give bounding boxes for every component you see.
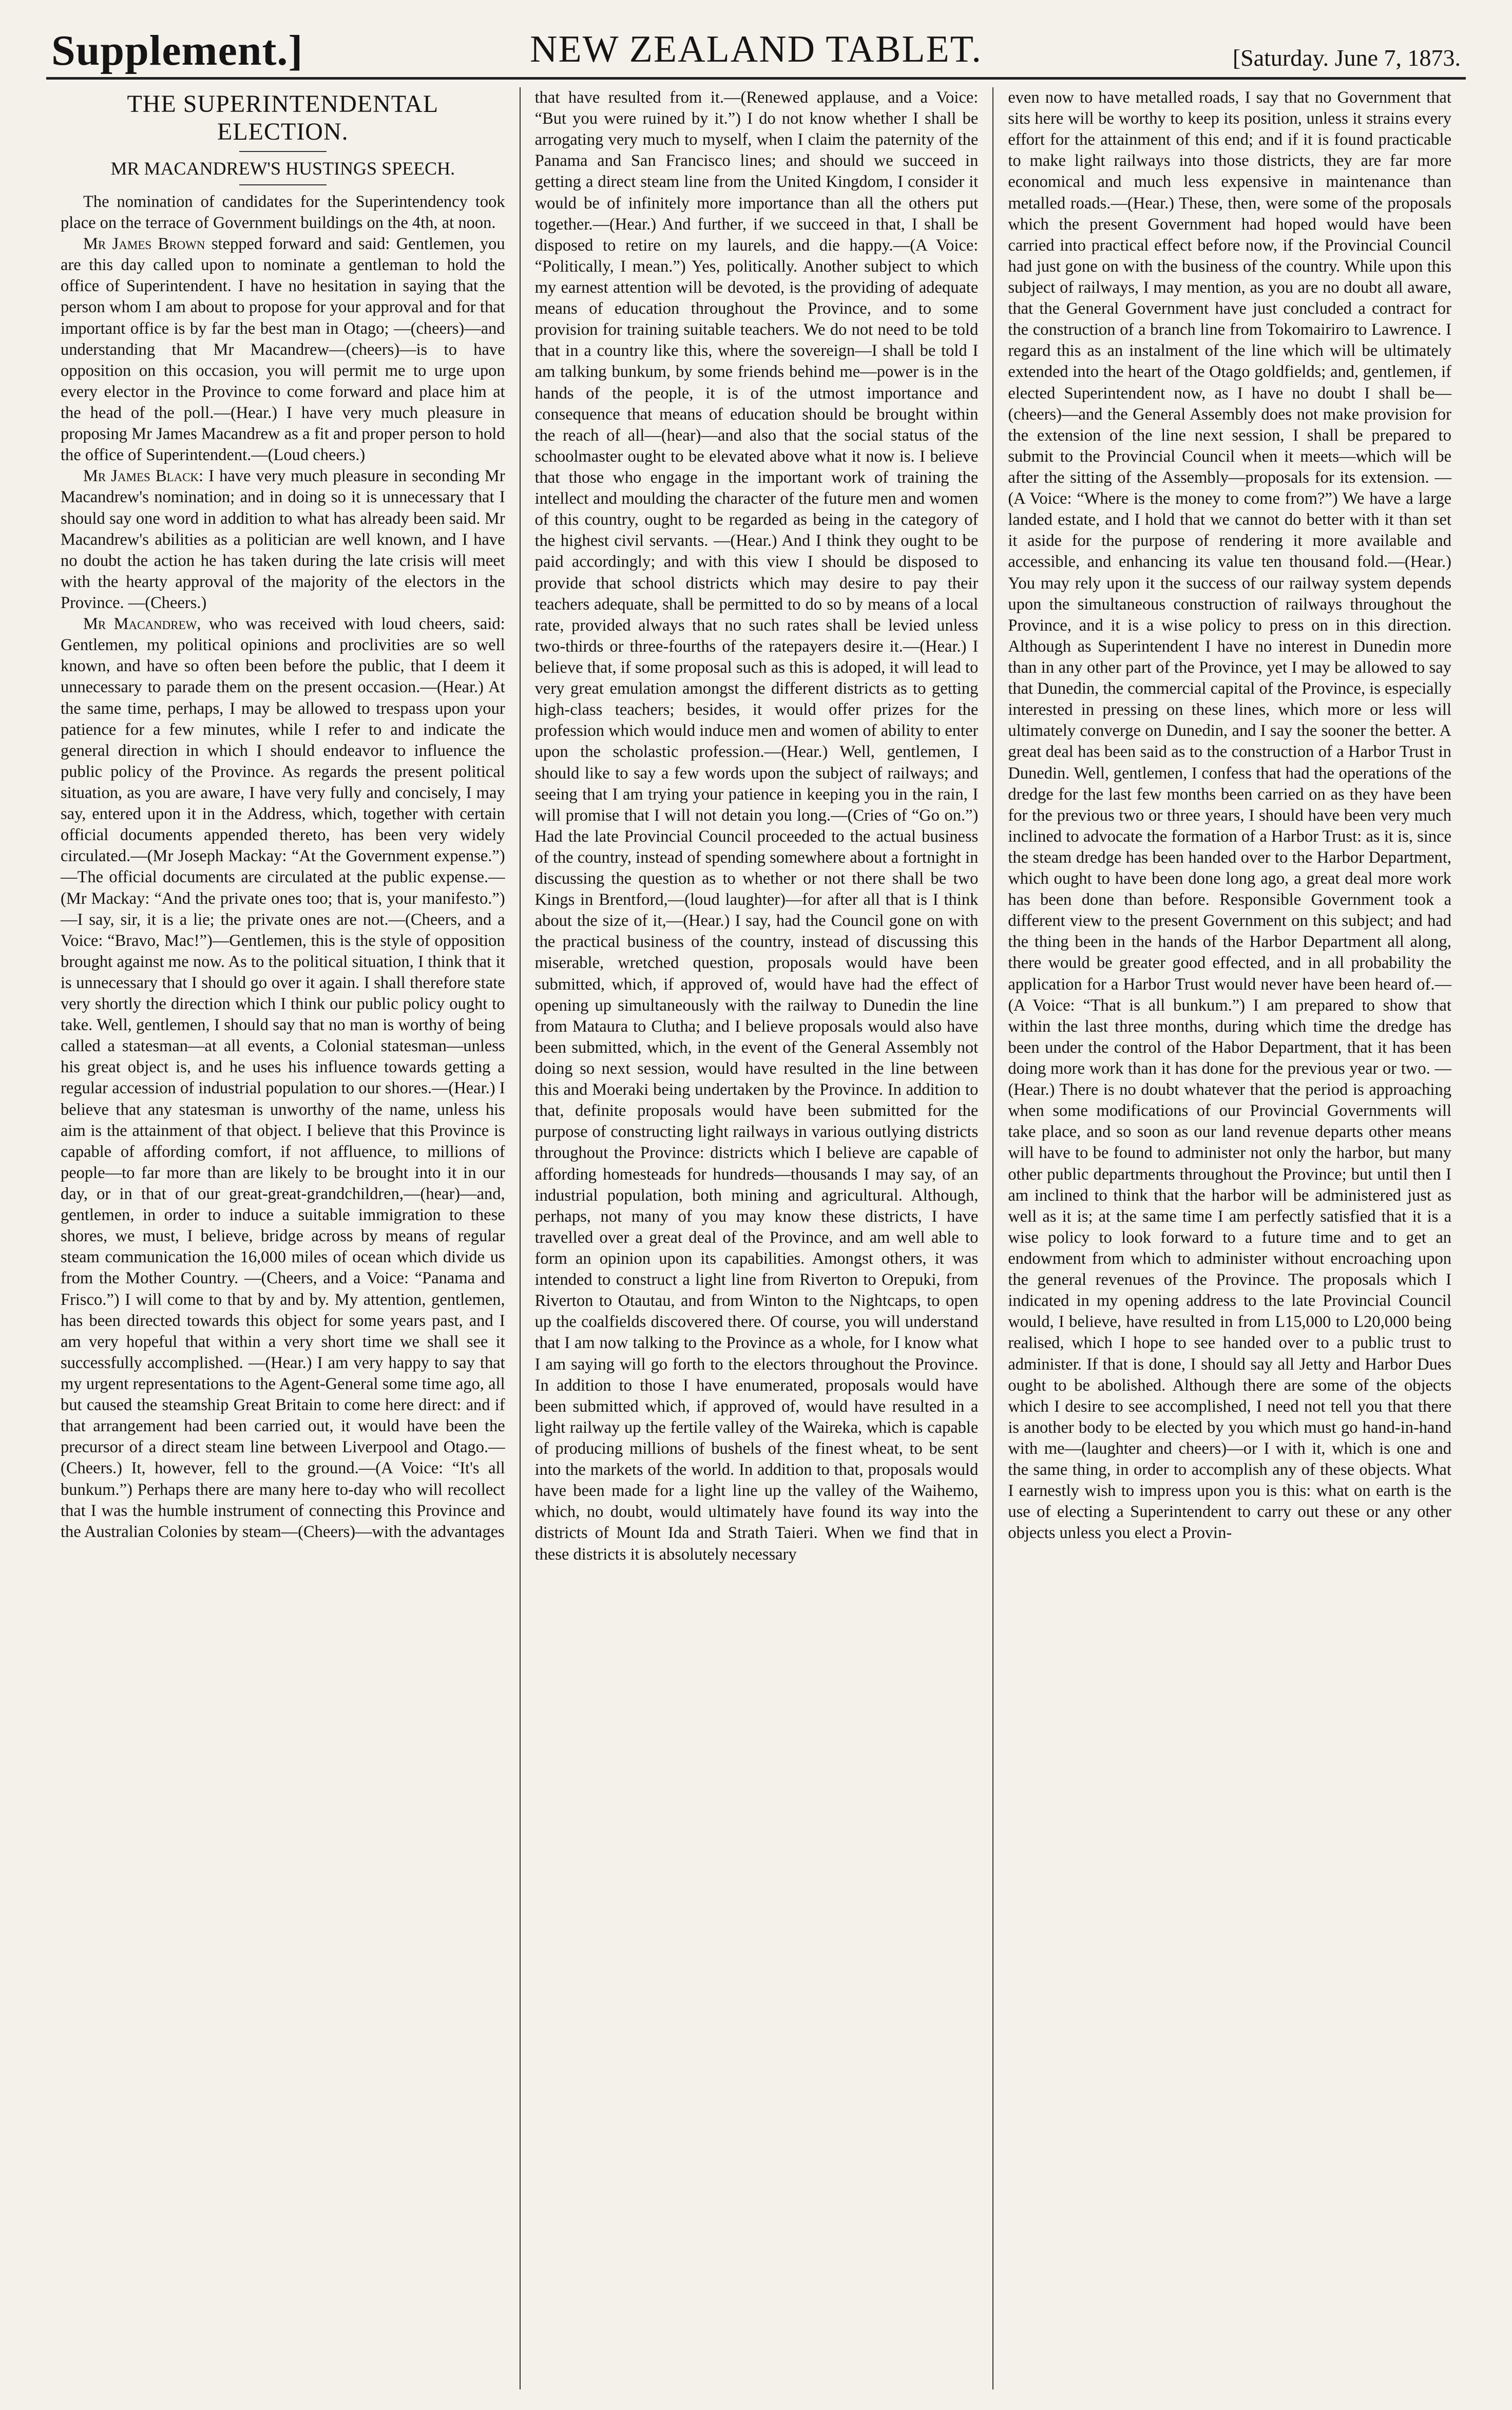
article-paragraph — [61, 192, 505, 234]
article-headline: THE SUPERINTENDENTAL ELECTION. — [127, 90, 439, 145]
article-columns — [46, 87, 1466, 2389]
paragraph-text: who was received with loud cheers, said: Gentlemen, my political opinions and proclivities are so well known, and have so often been before the public, that I deem it unnecessary to parade them on the present occasion.—(Hear.) At the same time, perhaps, I may be allowed to trespass upon your patience for a few minutes, while I refer to and indicate the general direction in which I should endeavor to influence the public policy of the Province. As regards the present political situation, as you are aware, I have very fully and concisely, I may say, entered upon it in the Address, which, together with certain official documents appended thereto, has been very widely circulated.—(Mr Joseph Mackay: “At the Government expense.”) —The official documents are circulated at the public expense.—(Mr Mackay: “And the private ones too; that is, your manifesto.”)—I say, sir, it is a lie; the private ones are not.—(Cheers, and a Voice: “Bravo, Mac!”)—Gentlemen, this is the style of opposition brought against me now. As to the political situation, I think that it is unnecessary that I should go over it again. I shall therefore state very shortly the direction which I think our public policy ought to take. Well, gentlemen, I should say that no man is worthy of being called a statesman—at all events, a Colonial statesman—unless his great object is, and he uses his influence towards getting a regular accession of industrial population to our shores.—(Hear.) I believe that any statesman is unworthy of the name, unless his aim is the attainment of that object. I believe that this Province is capable of affording comfort, if not affluence, to millions of people—to far more than are likely to be brought into it in our day, or in that of our great-great-grandchildren,—(hear)—and, gentlemen, in order to induce a suitable immigration to these shores, we must, I believe, bridge across by means of regular steam communication the 16,000 miles of ocean which divide us from the Mother Country. —(Cheers, and a Voice: “Panama and Frisco.”) I will come to that by and by. My attention, gentlemen, has been directed towards this object for some years past, and I am very hopeful that within a very short time we shall see it successfully accomplished. —(Hear.) I am very happy to say that my urgent representations to the Agent-General some time ago, all but caused the steamship Great Britain to come here direct: and if that arrangement had been carried out, it would have been the precursor of a direct steam line between Liverpool and Otago.—(Cheers.) It, however, fell to the ground.—(A Voice: “It's all bunkum.”) Perhaps there are many here to-day who will recollect that I was the humble instrument of connecting this Province and the Australian Colonies by steam—(Cheers)—with the advantages — [61, 615, 505, 1541]
column-2 — [520, 87, 993, 2389]
article-subheadline: MR MACANDREW'S HUSTINGS SPEECH. — [110, 158, 455, 179]
paragraph-text: even now to have metalled roads, I say that no Government that sits here will be worthy to keep its position, unless it strains every effort for the attainment of this end; and if it is found practicable to make light railways into those districts, they are far more economical and much less expensive in maintenance than metalled roads.—(Hear.) These, then, were some of the proposals which the present Government had hoped would have been carried into practical effect before now, if the Provincial Council had just gone on with the business of the country. While upon this subject of railways, I may mention, as you are no doubt all aware, that the General Government have just concluded a contract for the construction of a branch line from Tokomairiro to Lawrence. I regard this as an instalment of the line which will be ultimately extended into the heart of the Otago goldfields; and, gentlemen, if elected Superintendent now, as I have no doubt I shall be—(cheers)—and the General Assembly does not make provision for the extension of the line next session, I shall be prepared to submit to the Provincial Council when it meets—which will be after the sitting of the Assembly—proposals for its extension. — (A Voice: “Where is the money to come from?”) We have a large landed estate, and I hold that we cannot do better with it than set it aside for the purpose of rendering it more available and accessible, and enhancing its value ten thousand fold.—(Hear.) You may rely upon it the success of our railway system depends upon the simultaneous construction of railways throughout the Province, and it is a wise policy to press on in this direction. Although as Superintendent I have no interest in Dunedin more than in any other part of the Province, yet I may be allowed to say that Dunedin, the commercial capital of the Province, is especially interested in pressing on these lines, which more or less will ultimately converge on Dunedin, and I say the sooner the better. A great deal has been said as to the construction of a Harbor Trust in Dunedin. Well, gentlemen, I confess that had the operations of the dredge for the last few months been carried on as they have been for the previous two or three years, I should have been very much inclined to advocate the formation of a Harbor Trust: as it is, since the steam dredge has been handed over to the Harbor Department, which ought to have been done long ago, a great deal more work has been done than before. Responsible Government took a different view to the present Government on this subject; and had the thing been in the hands of the Harbor Department all along, there would be greater good effected, and in all probability the application for a Harbor Trust would never have been heard of.—(A Voice: “That is all bunkum.”) I am prepared to show that within the last three months, during which time the dredge has been under the control of the Habor Department, that it has been doing more work than it has done for the previous year or two. —(Hear.) There is no doubt whatever that the period is approaching when some modifications of our Provincial Governments will take place, and so soon as our land revenue departs other means will have to be found to administer not only the harbor, but many other public departments throughout the Province; but until then I am inclined to think that the harbor will be administered just as well as it is; at the same time I am perfectly satisfied that it is a wise policy to look forward to a future time and to get an endowment from which to administer without encroaching upon the general revenues of the Province. The proposals which I indicated in my opening address to the late Provincial Council would, I believe, have resulted in from L15,000 to L20,000 being realised, which I hope to see handed over to a public trust to administer. If that is done, I should say all Jetty and Harbor Dues ought to be abolished. Although there are some of the objects which I desire to see accomplished, I need not tell you that there is another body to be elected by you which must go hand-in-hand with me—(laughter and cheers)—or I with it, which is one and the same thing, in order to accomplish any of these objects. What I earnestly wish to impress upon you is this: what on earth is the use of electing a Superintendent to carry out these or any other objects unless you elect a Provin- — [1008, 88, 1451, 1543]
column-1 — [46, 87, 520, 2389]
paragraph-text: that have resulted from it.—(Renewed applause, and a Voice: “But you were ruined by it.”) I do not know whether I shall be arrogating very much to myself, when I claim the paternity of the Panama and San Francisco lines; and should we succeed in getting a direct steam line from the United Kingdom, I consider it would be of infinitely more importance than all the others put together.—(Hear.) And further, if we succeed in that, I shall be disposed to retire on my laurels, and die happy.—(A Voice: “Politically, I mean.”) Yes, politically. Another subject to which my earnest attention will be devoted, is the providing of adequate means of education throughout the Province, and to some provision for training suitable teachers. We do not need to be told that in a country like this, where the sovereign—I shall be told I am talking bunkum, by some friends behind me—power is in the hands of the people, it is of the utmost importance and consequence that means of education should be brought within the reach of all—(hear)—and also that the social status of the schoolmaster ought to be elevated above what it now is. I believe that those who engage in the important work of training the intellect and moulding the character of the future men and women of this country, ought to be regarded as being in the category of the highest civil servants. —(Hear.) And I think they ought to be paid accordingly; and with this view I should be disposed to provide that school districts which may desire to pay their teachers adequate, shall be permitted to do so by means of a local rate, provided always that no such rates shall be levied unless two-thirds or three-fourths of the ratepayers desire it.—(Hear.) I believe that, if some proposal such as this is adoped, it will lead to very great emulation amongst the different districts as to getting high-class teachers; besides, it would offer prizes for the profession which would induce men and women of ability to enter upon the scholastic profession.—(Hear.) Well, gentlemen, I should like to say a few words upon the subject of railways; and seeing that I am trying your patience in keeping you in the rain, I will promise that I will not detain you long.—(Cries of “Go on.”) Had the late Provincial Council proceeded to the actual business of the country, instead of spending somewhere about a fortnight in discussing the question as to whether or not there shall be two Kings in Brentford,—(loud laughter)—for after all that is I think about the size of it,—(Hear.) I say, had the Council gone on with the practical business of the country, instead of discussing this miserable, wretched question, proposals would have been submitted, which, if approved of, would have had the effect of opening up simultaneously with the railway to Dunedin the line from Mataura to Clutha; and I believe proposals would also have been submitted, which, in the event of the General Assembly not doing so next session, would have resulted in the line between this and Moeraki being undertaken by the Province. In addition to that, definite proposals would have been submitted for the purpose of constructing light railways in various outlying districts throughout the Province: districts which I believe are capable of affording homesteads for hundreds—thousands I may say, of an industrial population, both mining and agricultural. Although, perhaps, not many of you may know these districts, I have travelled over a great deal of the Province, and am well able to form an opinion upon its capabilities. Amongst others, it was intended to construct a light line from Riverton to Orepuki, from Riverton to Otautau, and from Winton to the Nightcaps, to open up the coalfields discovered there. Of course, you will understand that I am now talking to the Province as a whole, for I know what I am saying will go forth to the electors throughout the Province. In addition to those I have enumerated, proposals would have been submitted which, if approved of, would have resulted in a light railway up the fertile valley of the Waireka, which is capable of producing millions of bushels of the finest wheat, to be sent into the markets of the world. In addition to that, proposals would have been made for a light line up the valley of the Waihemo, which, no doubt, would ultimately have found its way into the districts of Mount Ida and Strath Taieri. When we find that in these districts it is absolutely necessary — [534, 88, 979, 1564]
paragraph-text: stepped forward and said: Gentlemen, you are this day called upon to nominate a gentleman to hold the office of Superintendent. I have no hesitation in saying that the person whom I am about to propose for your approval and for that important office is by far the best man in Otago; —(cheers)—and understanding that Mr Macandrew—(cheers)—is to have opposition on this occasion, you will permit me to urge upon every elector in the Province to come forward and place him at the head of the poll.—(Hear.) I have very much pleasure in proposing Mr James Macandrew as a fit and proper person to hold the office of Superintendent.—(Loud cheers.) — [61, 235, 505, 465]
speaker-name: Mr James Brown — [83, 235, 205, 254]
divider-rule — [239, 184, 327, 185]
masthead — [46, 21, 1466, 80]
divider-rule — [239, 151, 327, 152]
paragraph-text: I have very much pleasure in seconding Mr Macandrew's nomination; and in doing so it is unnecessary that I should say one word in addition to what has already been said. Mr Macandrew's abilities as a politician are well known, and I have no doubt the action he has taken during the late crisis will meet with the hearty approval of the majority of the electors in the Province. —(Cheers.) — [61, 467, 505, 612]
article-paragraph — [61, 466, 505, 614]
column-3 — [992, 87, 1466, 2389]
speaker-name: Mr Macandrew, — [83, 615, 201, 634]
article-paragraph — [535, 87, 979, 1565]
article-paragraph — [1008, 87, 1451, 1544]
article-paragraph — [61, 614, 505, 1543]
paragraph-text: The nomination of candidates for the Superintendency took place on the terrace of Government buildings on the 4th, at noon. — [61, 192, 505, 232]
supplement-label: Supplement.] — [51, 27, 303, 74]
newspaper-title: NEW ZEALAND TABLET. — [530, 28, 982, 70]
issue-date: [Saturday. June 7, 1873. — [1232, 45, 1461, 71]
speaker-name: Mr James Black: — [83, 467, 204, 486]
article-paragraph — [61, 234, 505, 466]
